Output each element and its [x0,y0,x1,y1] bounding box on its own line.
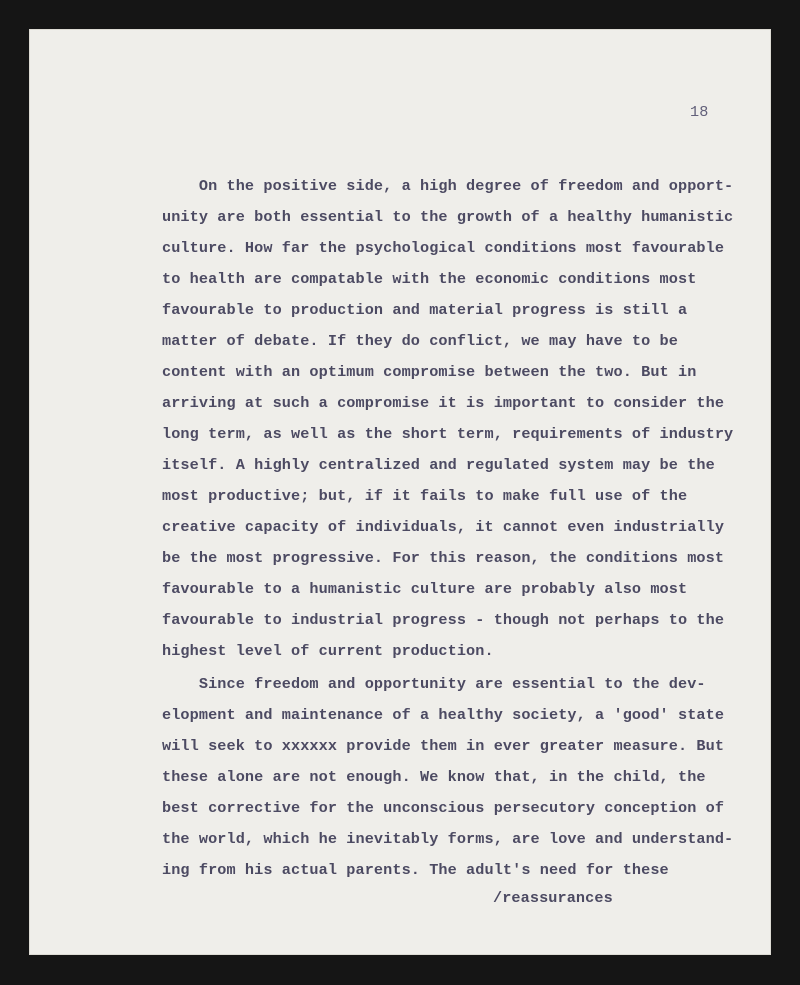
text-line-15: favourable to industrial progress - though not perhaps to the [162,611,725,629]
text-line-4: to health are compatable with the economic conditions most [162,270,697,288]
text-line-11: most productive; but, if it fails to make full use of the [162,487,688,505]
text-line-20: these alone are not enough. We know that, in the child, the [162,768,706,786]
text-line-21: best corrective for the unconscious persecutory conception of [162,799,725,817]
text-line-3: culture. How far the psychological conditions most favourable [162,239,725,257]
text-line-6: matter of debate. If they do conflict, we may have to be [162,332,678,350]
text-line-8: arriving at such a compromise it is important to consider the [162,394,725,412]
text-line-13: be the most progressive. For this reason, the conditions most [162,549,725,567]
page-number: 18 [690,103,709,121]
text-line-1: On the positive side, a high degree of freedom and opport- [162,177,734,195]
text-line-12: creative capacity of individuals, it cannot even industrially [162,518,725,536]
text-line-18: elopment and maintenance of a healthy society, a 'good' state [162,706,725,724]
text-line-10: itself. A highly centralized and regulated system may be the [162,456,715,474]
text-line-16: highest level of current production. [162,642,494,660]
text-line-2: unity are both essential to the growth of a healthy humanistic [162,208,734,226]
text-line-7: content with an optimum compromise between the two. But in [162,363,697,381]
text-line-14: favourable to a humanistic culture are probably also most [162,580,688,598]
catchword: /reassurances [493,889,613,907]
text-line-17: Since freedom and opportunity are essential to the dev- [162,675,706,693]
text-line-23: ing from his actual parents. The adult's need for these [162,861,669,879]
text-line-5: favourable to production and material progress is still a [162,301,688,319]
text-line-19: will seek to xxxxxx provide them in ever greater measure. But [162,737,725,755]
text-line-22: the world, which he inevitably forms, are love and understand- [162,830,734,848]
text-line-9: long term, as well as the short term, requirements of industry [162,425,734,443]
